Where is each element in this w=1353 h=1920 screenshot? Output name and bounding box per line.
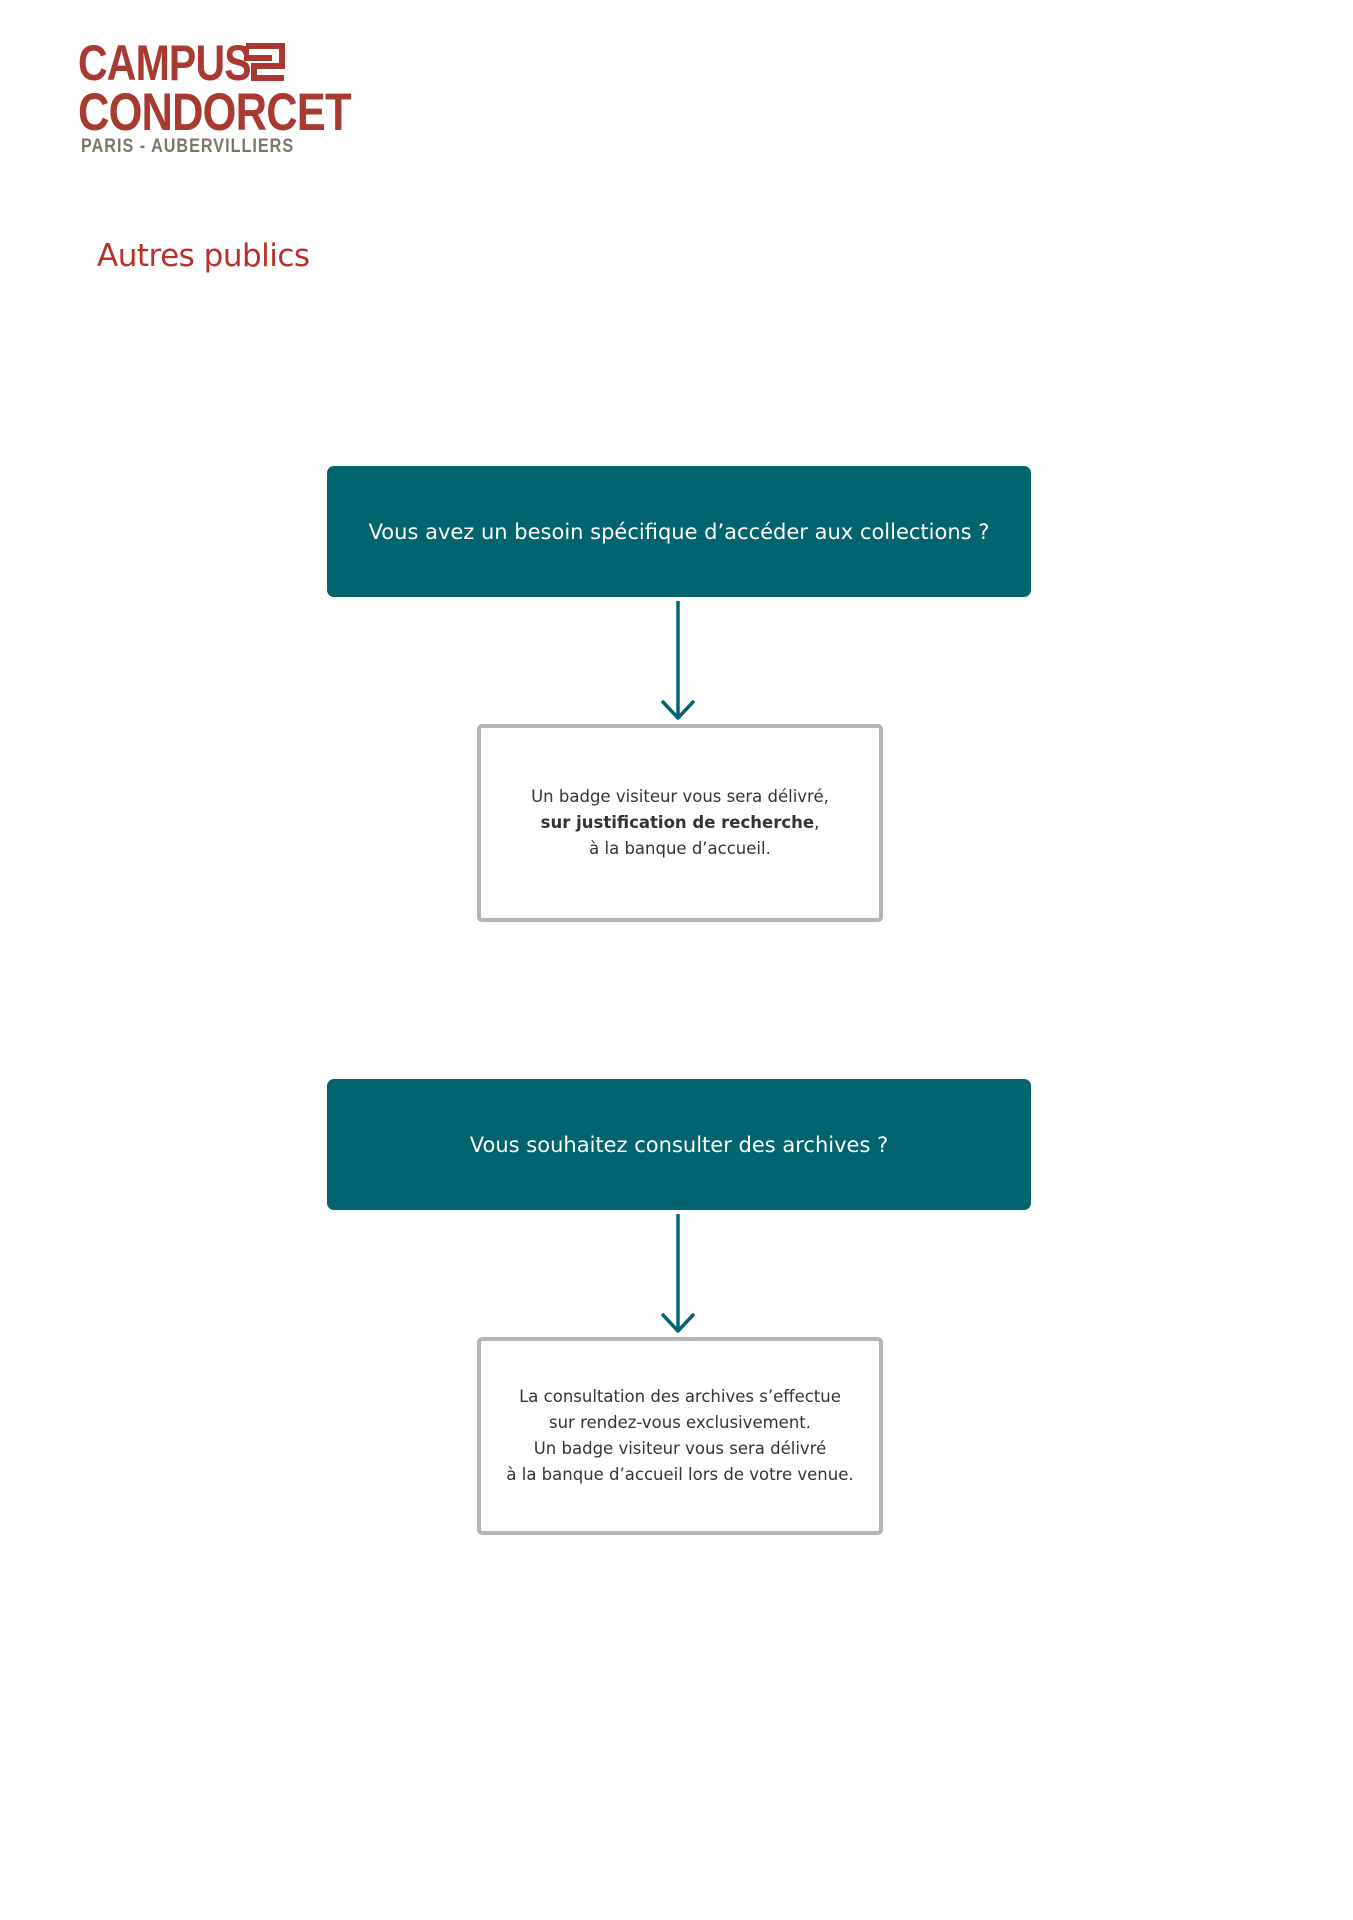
- question-text: Vous souhaitez consulter des archives ?: [469, 1132, 889, 1157]
- arrow-down-icon: [660, 601, 696, 723]
- question-box-collections: [327, 466, 1031, 597]
- answer-emphasis: sur justification de recherche: [540, 813, 815, 832]
- page-title: Autres publics: [97, 238, 310, 274]
- answer-line: Un badge visiteur vous sera délivré: [533, 1439, 827, 1458]
- logo-line-condorcet: CONDORCET: [78, 83, 351, 142]
- answer-line: à la banque d’accueil lors de votre venue.: [506, 1465, 854, 1484]
- answer-line: à la banque d’accueil.: [589, 839, 771, 858]
- campus-condorcet-logo: [78, 35, 351, 158]
- answer-line: Un badge visiteur vous sera délivré,: [531, 787, 829, 806]
- arrow-down-icon: [660, 1214, 696, 1336]
- question-text: Vous avez un besoin spécifique d’accéder aux collections ?: [368, 519, 990, 544]
- answer-punctuation: ,: [814, 813, 820, 832]
- answer-box-archives: [477, 1337, 883, 1535]
- answer-line: La consultation des archives s’effectue: [519, 1387, 841, 1406]
- answer-line: sur rendez-vous exclusivement.: [548, 1413, 811, 1432]
- logo-meander-icon: [244, 42, 286, 84]
- logo-line-campus: CAMPUS: [78, 35, 251, 91]
- answer-line: [541, 810, 820, 836]
- answer-box-collections: [477, 724, 883, 922]
- logo-line-location: PARIS - AUBERVILLIERS: [81, 136, 295, 157]
- question-box-archives: [327, 1079, 1031, 1210]
